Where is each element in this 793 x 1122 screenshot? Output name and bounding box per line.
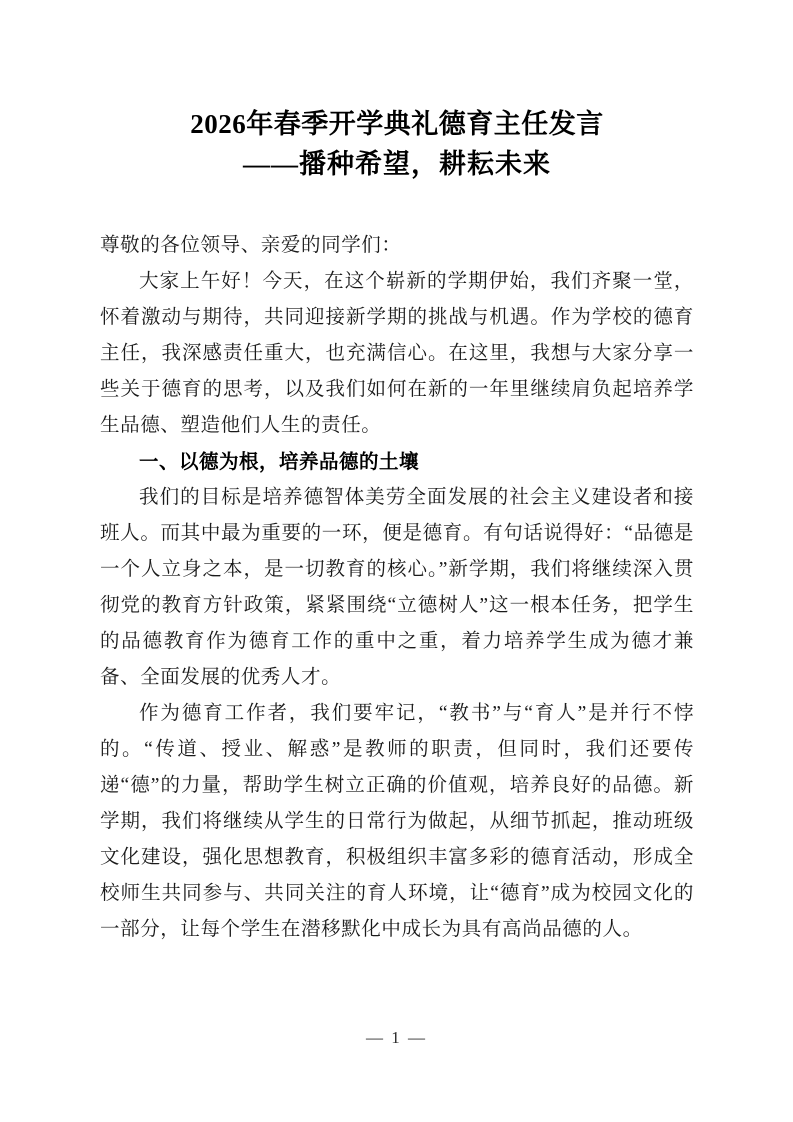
page-number-footer: — 1 — <box>366 1028 427 1047</box>
document-title <box>100 0 694 184</box>
document-title-line-1: 2026年春季开学典礼德育主任发言 <box>190 109 604 139</box>
document-title-line-2: ——播种希望，耕耘未来 <box>243 149 551 179</box>
section-heading-1: 一、以德为根，培养品德的土壤 <box>139 450 420 473</box>
page-content <box>100 0 694 948</box>
salutation: 尊敬的各位领导、亲爱的同学们： <box>100 235 402 256</box>
paragraph-moral-education-goal: 我们的目标是培养德智体美劳全面发展的社会主义建设者和接班人。而其中最为重要的一环，便是德育。有句话说得好：“品德是一个人立身之本，是一切教育的核心。”新学期，我们将继续深入贯彻党的教育方针政策，紧紧围绕“立德树人”这一根本任务，把学生的品德教育作为德育工作的重中之重，着力培养学生成为德才兼备、全面发展的优秀人才。 <box>100 487 694 688</box>
document-body <box>100 228 694 948</box>
paragraph-opening: 大家上午好！今天，在这个崭新的学期伊始，我们齐聚一堂，怀着激动与期待，共同迎接新学期的挑战与机遇。作为学校的德育主任，我深感责任重大，也充满信心。在这里，我想与大家分享一些关于德育的思考，以及我们如何在新的一年里继续肩负起培养学生品德、塑造他们人生的责任。 <box>100 271 694 436</box>
paragraph-teaching-and-nurturing: 作为德育工作者，我们要牢记，“教书”与“育人”是并行不悖的。“传道、授业、解惑”是教师的职责，但同时，我们还要传递“德”的力量，帮助学生树立正确的价值观，培养良好的品德。新学期，我们将继续从学生的日常行为做起，从细节抓起，推动班级文化建设，强化思想教育，积极组织丰富多彩的德育活动，形成全校师生共同参与、共同关注的育人环境，让“德育”成为校园文化的一部分，让每个学生在潜移默化中成长为具有高尚品德的人。 <box>100 703 694 940</box>
